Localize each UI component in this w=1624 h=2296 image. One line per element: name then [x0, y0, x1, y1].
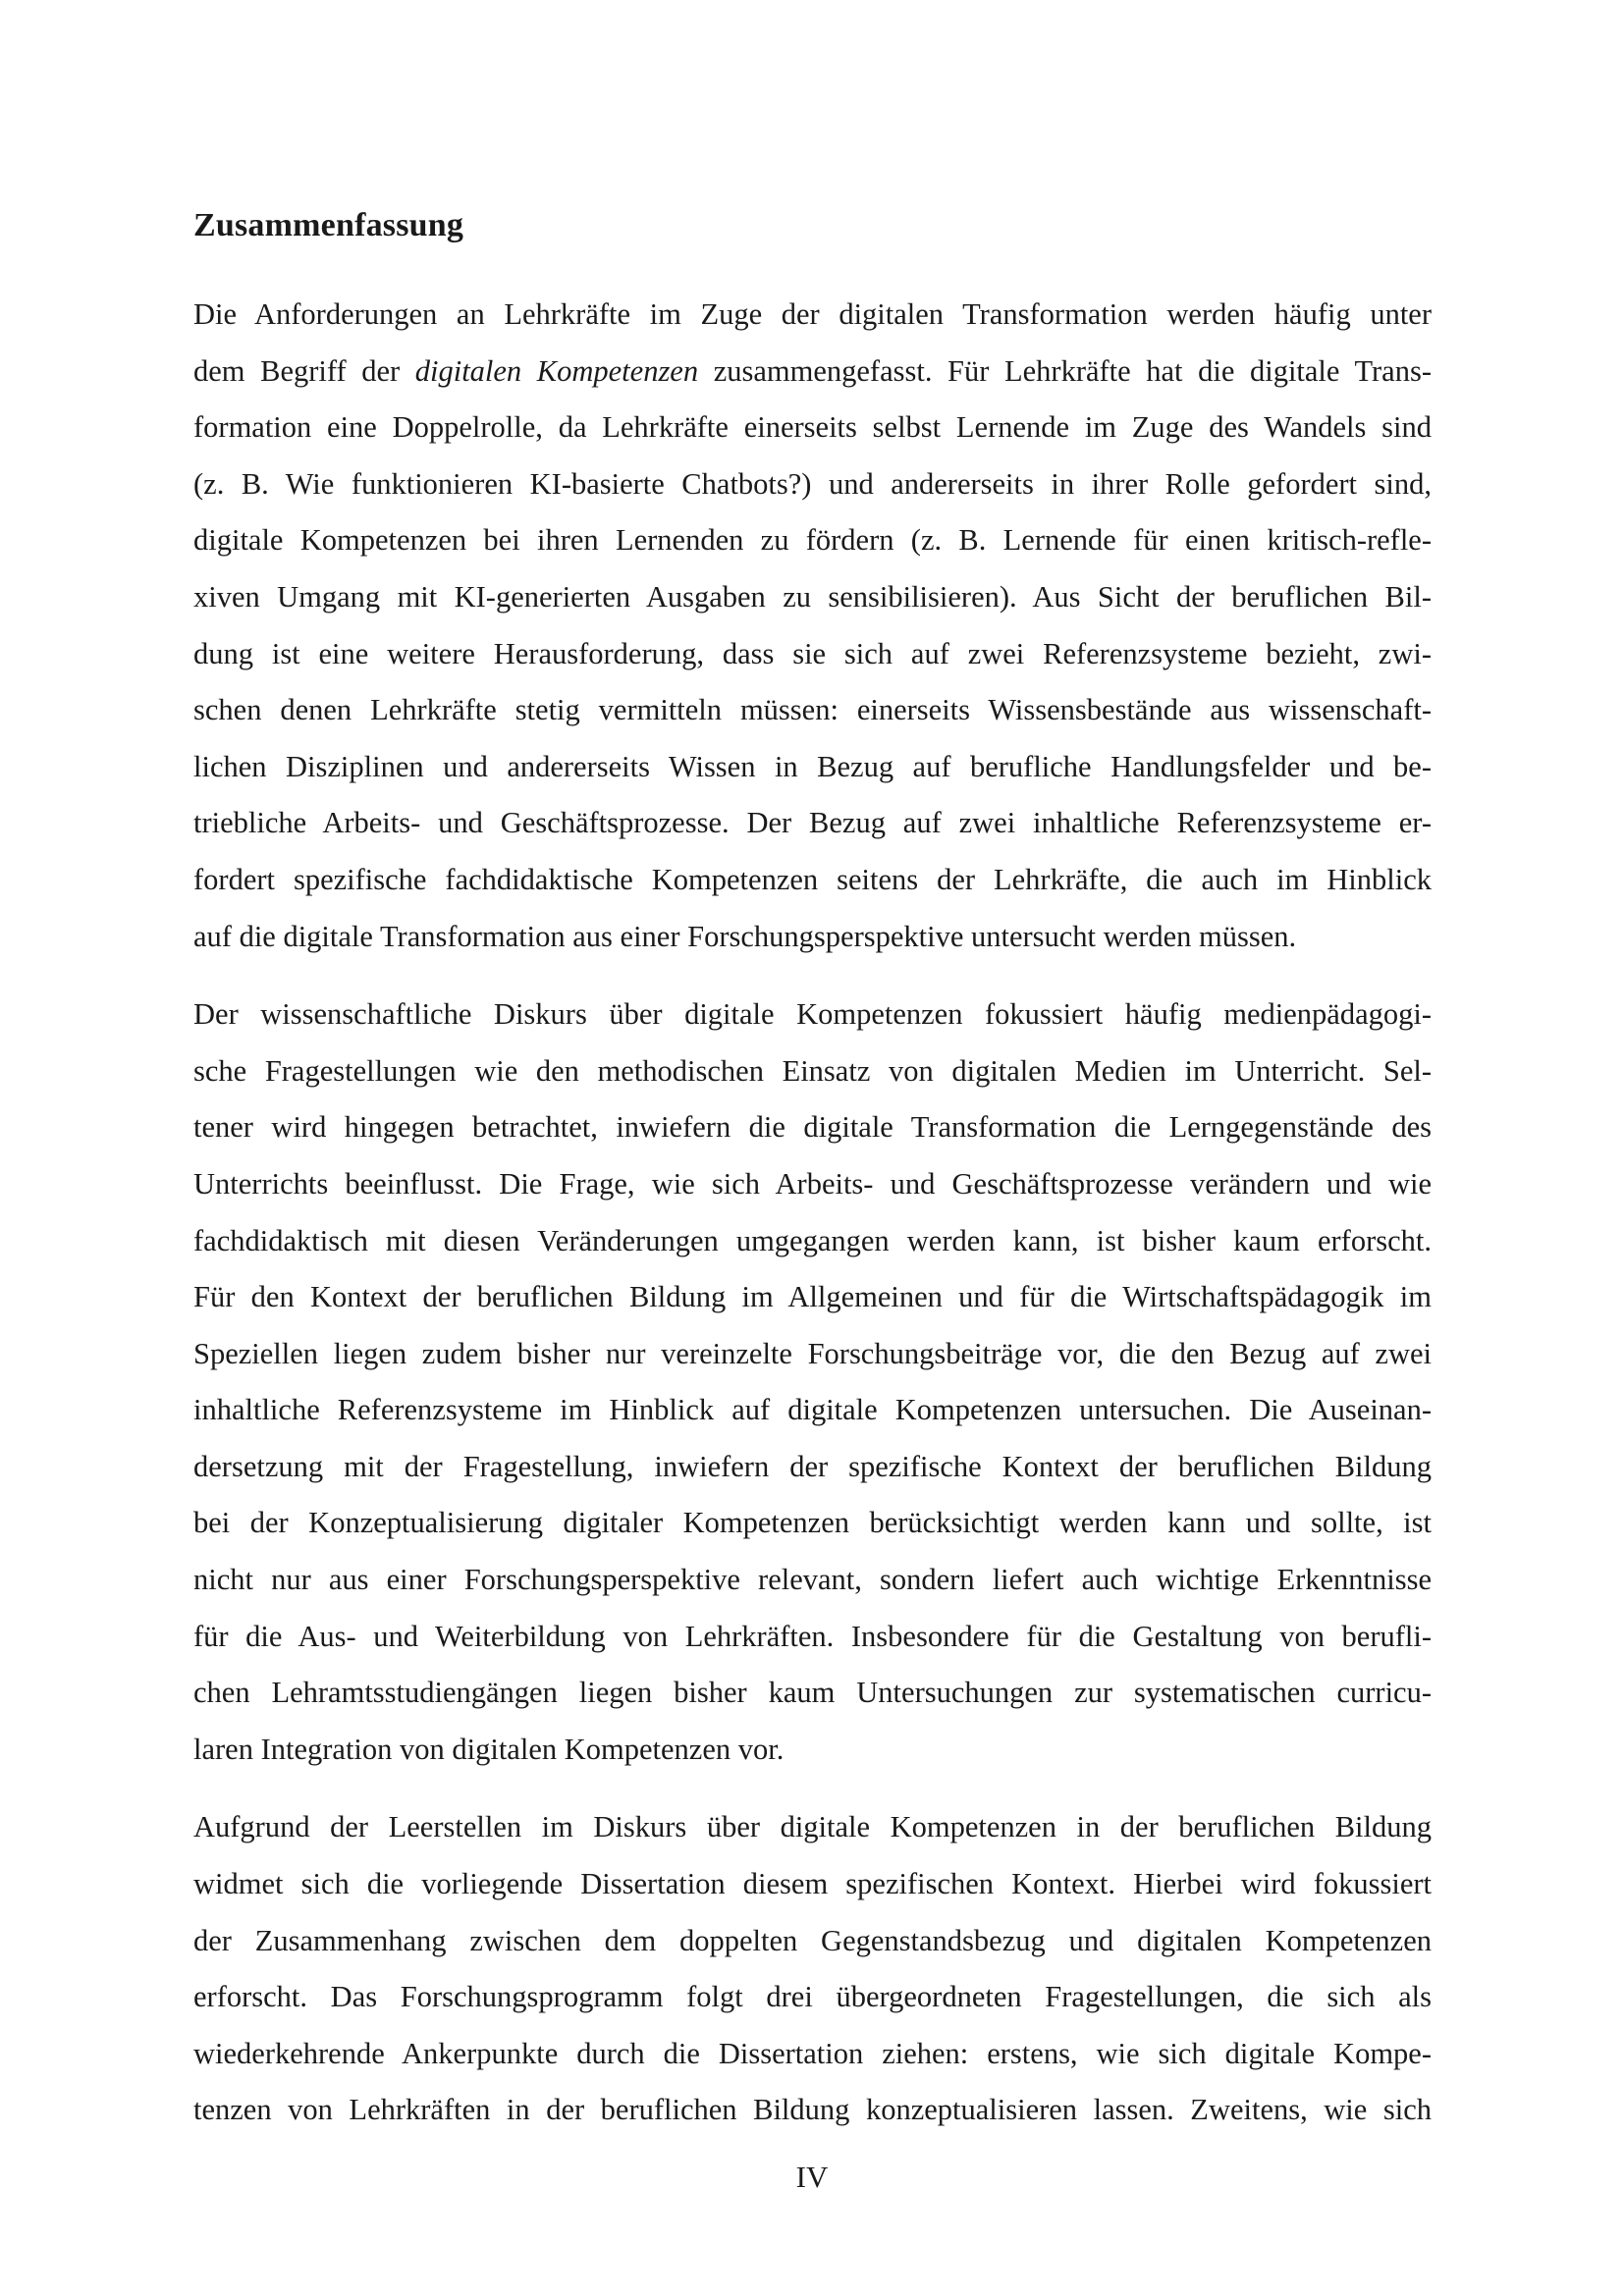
text-line: [193, 626, 1432, 683]
text-segment: dersetzung mit der Fragestellung, inwiefern der spezifische Kontext der beruflichen Bildung: [193, 1449, 1432, 1483]
text-line: [193, 682, 1432, 739]
text-line: [193, 852, 1432, 909]
text-line: [193, 1043, 1432, 1100]
text-segment: wiederkehrende Ankerpunkte durch die Dissertation ziehen: erstens, wie sich digitale Kompe-: [193, 2036, 1432, 2070]
text-segment: lichen Disziplinen und andererseits Wissen in Bezug auf berufliche Handlungsfelder und be-: [193, 749, 1432, 783]
text-line: [193, 909, 1432, 966]
text-line: [193, 739, 1432, 796]
text-line: [193, 1269, 1432, 1326]
text-line: [193, 1722, 1432, 1779]
text-segment: dung ist eine weitere Herausforderung, dass sie sich auf zwei Referenzsysteme bezieht, zwi-: [193, 636, 1432, 670]
text-segment: fachdidaktisch mit diesen Veränderungen umgegangen werden kann, ist bisher kaum erforscht.: [193, 1223, 1432, 1257]
text-line: [193, 569, 1432, 626]
text-line: [193, 1439, 1432, 1496]
text-line: [193, 1552, 1432, 1609]
text-segment: Die Anforderungen an Lehrkräfte im Zuge der digitalen Transformation werden häufig unter: [193, 297, 1432, 331]
text-line: [193, 2082, 1432, 2139]
text-line: [193, 1665, 1432, 1722]
text-line: [193, 1213, 1432, 1270]
paragraph-gap: [193, 1778, 1432, 1799]
text-segment: der Zusammenhang zwischen dem doppelten Gegenstandsbezug und digitalen Kompetenzen: [193, 1923, 1432, 1957]
text-segment: sche Fragestellungen wie den methodischen Einsatz von digitalen Medien im Unterricht. Sel-: [193, 1053, 1432, 1088]
text-line: [193, 1969, 1432, 2026]
text-segment: tenzen von Lehrkräften in der beruflichen Bildung konzeptualisieren lassen. Zweitens, wie sich: [193, 2093, 1432, 2127]
text-line: [193, 344, 1432, 400]
text-line: [193, 1099, 1432, 1156]
text-segment: auf die digitale Transformation aus einer Forschungsperspektive untersucht werden müssen.: [193, 919, 1297, 953]
paragraph: [193, 1799, 1432, 2139]
text-segment: für die Aus- und Weiterbildung von Lehrkräften. Insbesondere für die Gestaltung von berufli-: [193, 1619, 1432, 1653]
body-text: [193, 287, 1432, 2139]
text-line: [193, 1495, 1432, 1552]
text-line: [193, 1913, 1432, 1970]
text-segment: Aufgrund der Leerstellen im Diskurs über digitale Kompetenzen in der beruflichen Bildung: [193, 1810, 1432, 1844]
text-segment: inhaltliche Referenzsysteme im Hinblick auf digitale Kompetenzen untersuchen. Die Auseinan-: [193, 1393, 1432, 1427]
text-line: [193, 512, 1432, 569]
text-segment: fordert spezifische fachdidaktische Kompetenzen seitens der Lehrkräfte, die auch im Hinblick: [193, 862, 1432, 896]
text-line: [193, 1609, 1432, 1666]
text-segment: schen denen Lehrkräfte stetig vermitteln müssen: einerseits Wissensbestände aus wissenschaft-: [193, 693, 1432, 727]
paragraph: [193, 287, 1432, 965]
text-segment: zusammengefasst. Für Lehrkräfte hat die digitale Trans-: [698, 353, 1432, 388]
text-line: [193, 2026, 1432, 2083]
text-segment: Unterrichts beeinflusst. Die Frage, wie sich Arbeits- und Geschäftsprozesse verändern und wie: [193, 1166, 1432, 1201]
text-segment: laren Integration von digitalen Kompetenzen vor.: [193, 1732, 785, 1766]
text-segment: triebliche Arbeits- und Geschäftsprozesse. Der Bezug auf zwei inhaltliche Referenzsysteme er-: [193, 806, 1432, 840]
text-segment: formation eine Doppelrolle, da Lehrkräfte einerseits selbst Lernende im Zuge des Wandels sind: [193, 410, 1432, 445]
text-line: [193, 987, 1432, 1043]
text-segment: dem Begriff der: [193, 353, 415, 388]
text-line: [193, 287, 1432, 344]
paragraph: [193, 987, 1432, 1778]
text-segment: widmet sich die vorliegende Dissertation diesem spezifischen Kontext. Hierbei wird fokussiert: [193, 1867, 1432, 1901]
text-line: [193, 795, 1432, 852]
text-segment: tener wird hingegen betrachtet, inwiefern die digitale Transformation die Lerngegenstände des: [193, 1110, 1432, 1145]
page-number: IV: [795, 2160, 829, 2194]
text-line: [193, 456, 1432, 513]
text-segment: digitale Kompetenzen bei ihren Lernenden zu fördern (z. B. Lernende für einen kritisch-refle-: [193, 523, 1432, 558]
emphasized-term: digitalen Kompetenzen: [414, 353, 699, 388]
section-heading: Zusammenfassung: [193, 207, 464, 243]
text-segment: Der wissenschaftliche Diskurs über digitale Kompetenzen fokussiert häufig medienpädagogi-: [193, 997, 1432, 1032]
text-line: [193, 1156, 1432, 1213]
text-segment: xiven Umgang mit KI-generierten Ausgaben zu sensibilisieren). Aus Sicht der beruflichen Bil-: [193, 579, 1432, 614]
text-segment: nicht nur aus einer Forschungsperspektive relevant, sondern liefert auch wichtige Erkenntnisse: [193, 1563, 1432, 1597]
text-segment: erforscht. Das Forschungsprogramm folgt drei übergeordneten Fragestellungen, die sich als: [193, 1980, 1432, 2014]
text-segment: Speziellen liegen zudem bisher nur vereinzelte Forschungsbeiträge vor, die den Bezug auf zwei: [193, 1336, 1432, 1370]
text-line: [193, 1856, 1432, 1913]
text-line: [193, 400, 1432, 456]
text-line: [193, 1382, 1432, 1439]
text-line: [193, 1799, 1432, 1856]
text-segment: (z. B. Wie funktionieren KI-basierte Chatbots?) und andererseits in ihrer Rolle gefordert sind,: [193, 466, 1432, 501]
text-line: [193, 1326, 1432, 1383]
text-segment: Für den Kontext der beruflichen Bildung im Allgemeinen und für die Wirtschaftspädagogik im: [193, 1280, 1432, 1314]
paragraph-gap: [193, 965, 1432, 987]
text-segment: chen Lehramtsstudiengängen liegen bisher kaum Untersuchungen zur systematischen curricu-: [193, 1676, 1432, 1710]
text-segment: bei der Konzeptualisierung digitaler Kompetenzen berücksichtigt werden kann und sollte, ist: [193, 1506, 1432, 1540]
